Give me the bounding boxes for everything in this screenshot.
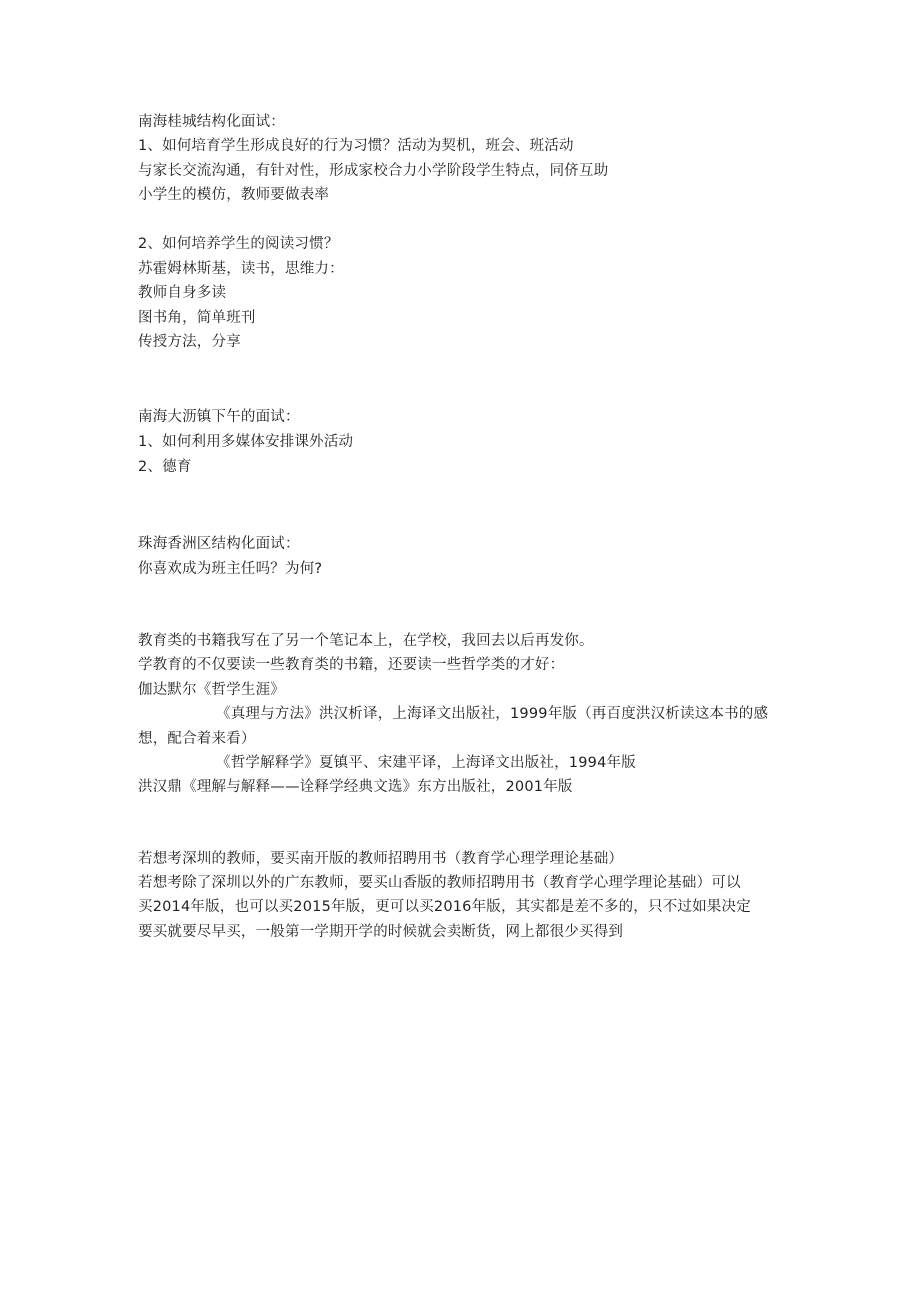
section-heading-zhuhai-xiangzhou: 珠海香洲区结构化面试： xyxy=(138,536,300,552)
answer-line: 传授方法，分享 xyxy=(138,334,241,350)
section-heading-nanhai-dali: 南海大沥镇下午的面试： xyxy=(138,409,300,425)
paragraph-line: 学教育的不仅要读一些教育类的书籍，还要读一些哲学类的才好： xyxy=(138,657,565,673)
book-entry: 《哲学解释学》夏镇平、宋建平译，上海译文出版社，1994年版 xyxy=(216,755,636,771)
book-entry: 洪汉鼎《理解与解释——诠释学经典文选》东方出版社，2001年版 xyxy=(138,779,573,795)
question-moral-education: 2、德育 xyxy=(138,459,192,475)
question-multimedia: 1、如何利用多媒体安排课外活动 xyxy=(138,434,354,450)
answer-line: 教师自身多读 xyxy=(138,285,227,301)
paragraph-line: 若想考除了深圳以外的广东教师，要买山香版的教师招聘用书（教育学心理学理论基础）可以 xyxy=(138,875,741,891)
book-entry-continued: 想，配合着来看） xyxy=(138,731,256,747)
answer-line: 苏霍姆林斯基，读书，思维力： xyxy=(138,261,344,277)
answer-line: 图书角，简单班刊 xyxy=(138,310,256,326)
question-behavior-habits: 1、如何培育学生形成良好的行为习惯？活动为契机，班会、班活动 xyxy=(138,138,574,154)
book-entry: 《真理与方法》洪汉析译，上海译文出版社，1999年版（再百度洪汉析读这本书的感 xyxy=(216,706,769,722)
paragraph-line: 买2014年版，也可以买2015年版，更可以买2016年版，其实都是差不多的，只不过如果决定 xyxy=(138,899,751,915)
section-heading-nanhai-guicheng: 南海桂城结构化面试： xyxy=(138,114,285,130)
question-reading-habits: 2、如何培养学生的阅读习惯？ xyxy=(138,236,339,252)
book-entry: 伽达默尔《哲学生涯》 xyxy=(138,682,285,698)
answer-line: 与家长交流沟通，有针对性，形成家校合力小学阶段学生特点，同侪互助 xyxy=(138,163,609,179)
paragraph-line: 教育类的书籍我写在了另一个笔记本上，在学校，我回去以后再发你。 xyxy=(138,633,594,649)
question-head-teacher: 你喜欢成为班主任吗？为何? xyxy=(138,561,323,577)
paragraph-line: 要买就要尽早买，一般第一学期开学的时候就会卖断货，网上都很少买得到 xyxy=(138,924,624,940)
paragraph-line: 若想考深圳的教师，要买南开版的教师招聘用书（教育学心理学理论基础） xyxy=(138,851,624,867)
answer-line: 小学生的模仿，教师要做表率 xyxy=(138,187,330,203)
